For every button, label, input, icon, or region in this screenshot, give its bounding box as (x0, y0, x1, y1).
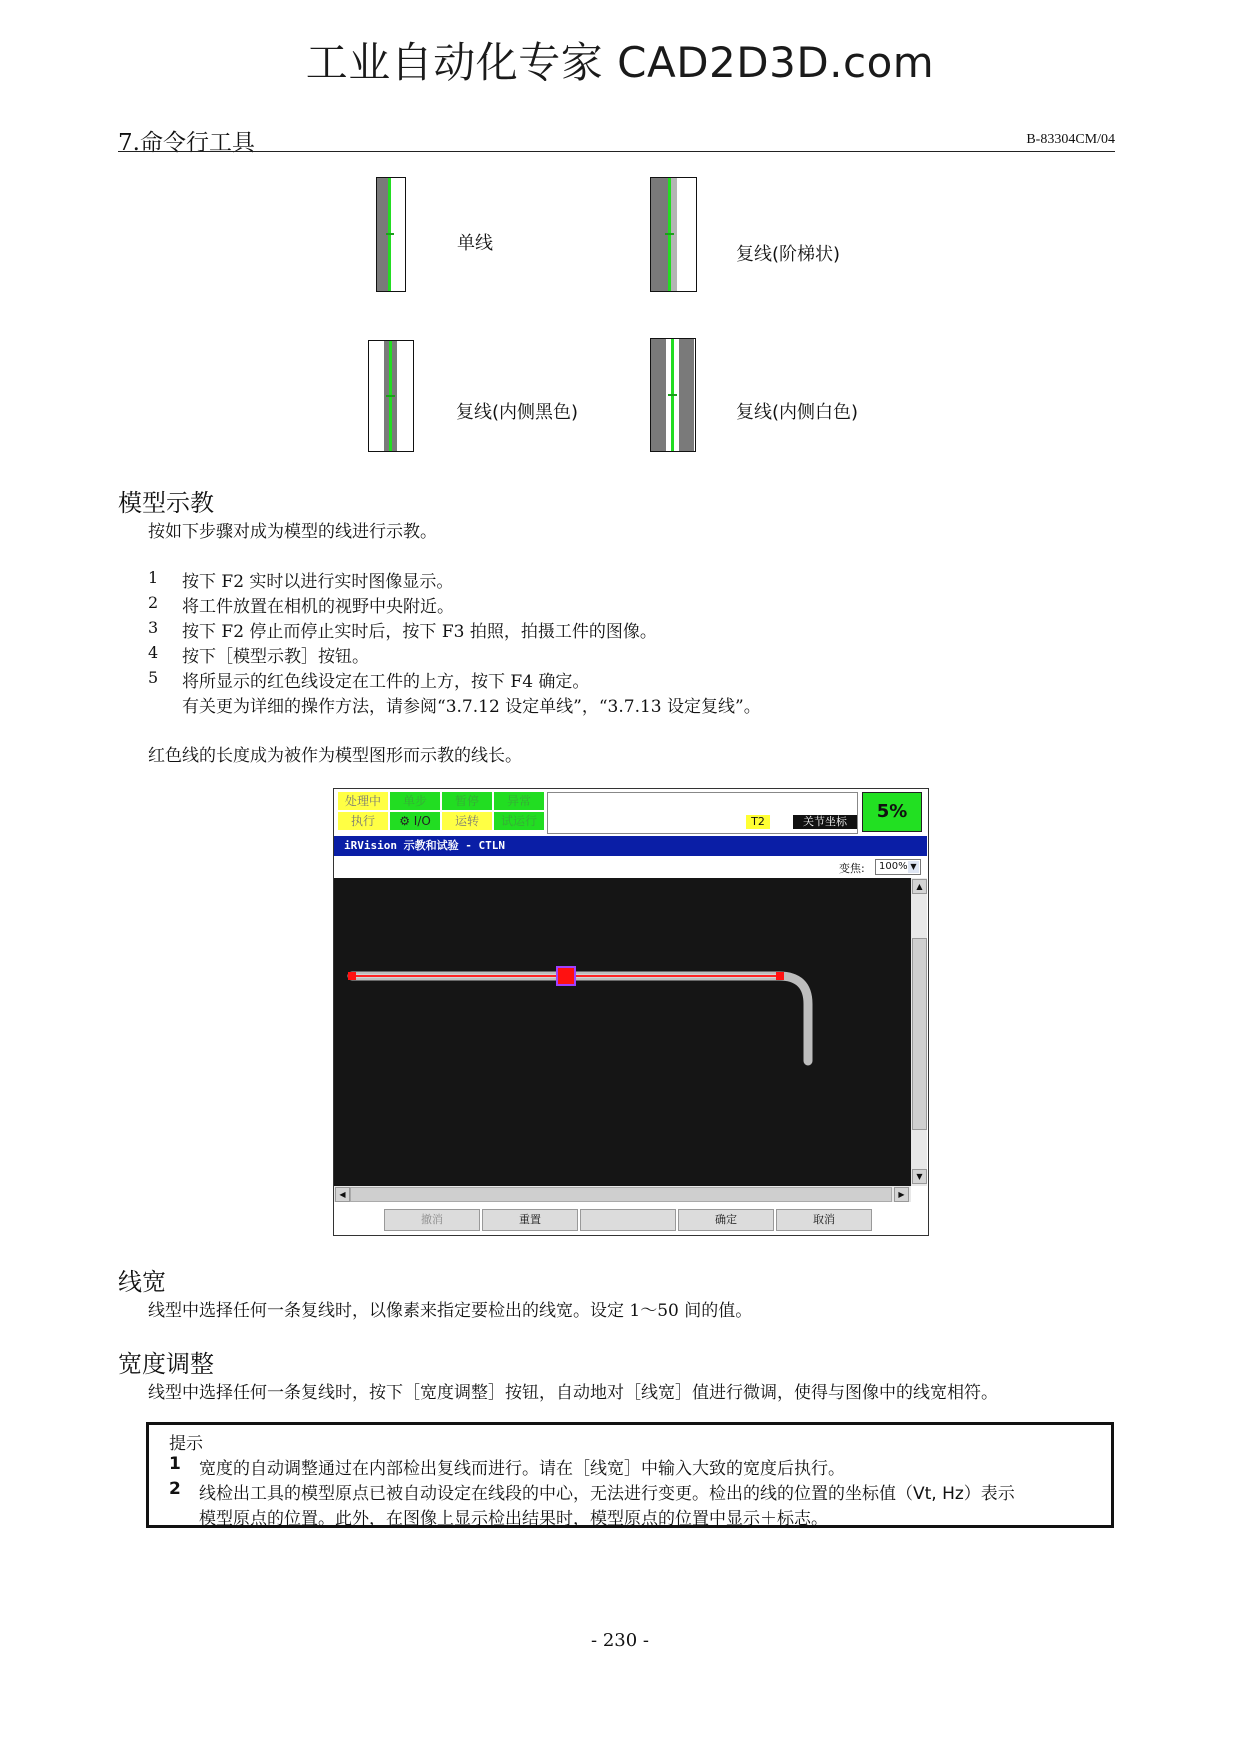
line-width-heading: 线宽 (118, 1268, 166, 1296)
window-title-text: iRVision 示教和试验 - CTLN (344, 839, 505, 852)
document-code: B-83304CM/04 (1026, 132, 1115, 147)
ok-button[interactable]: 确定 (678, 1209, 774, 1231)
step-continuation: 有关更为详细的操作方法，请参阅“3.7.12 设定单线”，“3.7.13 设定复线”。 (182, 697, 761, 717)
tool-frame-badge: T2 (746, 815, 770, 829)
header-rule (118, 151, 1115, 152)
tip-text: 宽度的自动调整通过在内部检出复线而进行。请在［线宽］中输入大致的宽度后执行。 (199, 1459, 845, 1479)
zoom-select[interactable] (875, 859, 921, 875)
status-hold: 暂停 (442, 792, 492, 810)
horizontal-scrollbar[interactable] (334, 1186, 911, 1202)
override-indicator: 5% (862, 792, 922, 832)
tip-title: 提示 (169, 1434, 203, 1454)
coordinate-system-badge: 关节坐标 (793, 815, 857, 829)
line-center-handle[interactable] (557, 967, 575, 985)
step-number: 4 (148, 643, 159, 662)
width-adjust-heading: 宽度调整 (118, 1350, 214, 1378)
model-teach-heading: 模型示教 (118, 489, 214, 517)
camera-image[interactable] (334, 878, 911, 1186)
empty-function-button[interactable] (580, 1209, 676, 1231)
step-text: 按下［模型示教］按钮。 (182, 647, 369, 667)
double-stair-line-label: 复线(阶梯状) (736, 244, 841, 265)
model-teach-note: 红色线的长度成为被作为模型图形而示教的线长。 (148, 746, 522, 766)
step-number: 2 (148, 593, 159, 612)
status-processing: 处理中 (338, 792, 388, 810)
step-number: 1 (148, 568, 159, 587)
double-inner-white-line-label: 复线(内侧白色) (736, 402, 859, 423)
vertical-scroll-thumb[interactable] (912, 938, 927, 1130)
vertical-scrollbar[interactable] (911, 878, 927, 1186)
zoom-control (334, 856, 927, 878)
tip-number: 1 (169, 1454, 181, 1474)
step-number: 3 (148, 618, 159, 637)
tip-text: 线检出工具的模型原点已被自动设定在线段的中心，无法进行变更。检出的线的位置的坐标值（Vt, Hz）表示 (199, 1484, 1015, 1504)
line-width-text: 线型中选择任何一条复线时，以像素来指定要检出的线宽。设定 1～50 间的值。 (148, 1301, 753, 1321)
undo-button[interactable]: 撤消 (384, 1209, 480, 1231)
double-stair-line-image (650, 177, 697, 292)
double-inner-white-line-image (650, 338, 696, 452)
status-test: 试运行 (494, 812, 544, 830)
model-teach-intro: 按如下步骤对成为模型的线进行示教。 (148, 522, 437, 542)
page-number: - 230 - (591, 1630, 649, 1651)
status-io-label: I/O (413, 814, 431, 828)
zoom-value: 100% (879, 861, 908, 872)
double-inner-black-line-image (368, 340, 414, 452)
teach-screen (333, 788, 929, 1236)
step-text: 将工件放置在相机的视野中央附近。 (182, 597, 454, 617)
tip-number: 2 (169, 1479, 181, 1499)
scroll-up-arrow-icon[interactable]: ▲ (912, 879, 927, 894)
scroll-left-arrow-icon[interactable]: ◀ (335, 1187, 350, 1202)
step-number: 5 (148, 668, 159, 687)
step-text: 按下 F2 实时以进行实时图像显示。 (182, 572, 454, 592)
status-run: 运转 (442, 812, 492, 830)
zoom-label: 变焦: (839, 862, 865, 875)
io-icon: ⚙ (399, 814, 410, 828)
horizontal-scroll-thumb[interactable] (350, 1187, 892, 1202)
tip-text-continuation: 模型原点的位置。此外，在图像上显示检出结果时，模型原点的位置中显示＋标志。 (199, 1509, 828, 1529)
section-header-title: 7.命令行工具 (118, 130, 255, 156)
status-alarm: 异常 (494, 792, 544, 810)
status-execute: 执行 (338, 812, 388, 830)
single-line-label: 单线 (457, 233, 493, 254)
watermark: 工业自动化专家 CAD2D3D.com (305, 38, 935, 87)
scroll-down-arrow-icon[interactable]: ▼ (912, 1169, 927, 1184)
status-step: 单步 (390, 792, 440, 810)
step-text: 按下 F2 停止而停止实时后，按下 F3 拍照，拍摄工件的图像。 (182, 622, 657, 642)
status-io (390, 812, 440, 830)
single-line-image (376, 177, 406, 292)
cancel-button[interactable]: 取消 (776, 1209, 872, 1231)
step-text: 将所显示的红色线设定在工件的上方，按下 F4 确定。 (182, 672, 590, 692)
line-end-handle[interactable] (776, 972, 784, 980)
tip-box (146, 1422, 1114, 1528)
reset-button[interactable]: 重置 (482, 1209, 578, 1231)
line-start-handle[interactable] (348, 972, 356, 980)
chevron-down-icon: ▼ (908, 861, 919, 873)
double-inner-black-line-label: 复线(内侧黑色) (456, 402, 579, 423)
width-adjust-text: 线型中选择任何一条复线时，按下［宽度调整］按钮，自动地对［线宽］值进行微调，使得与图像中的线宽相符。 (148, 1383, 998, 1403)
window-title (334, 836, 927, 856)
camera-image-svg (334, 878, 911, 1186)
scroll-right-arrow-icon[interactable]: ▶ (894, 1187, 909, 1202)
status-message-box (547, 792, 858, 834)
